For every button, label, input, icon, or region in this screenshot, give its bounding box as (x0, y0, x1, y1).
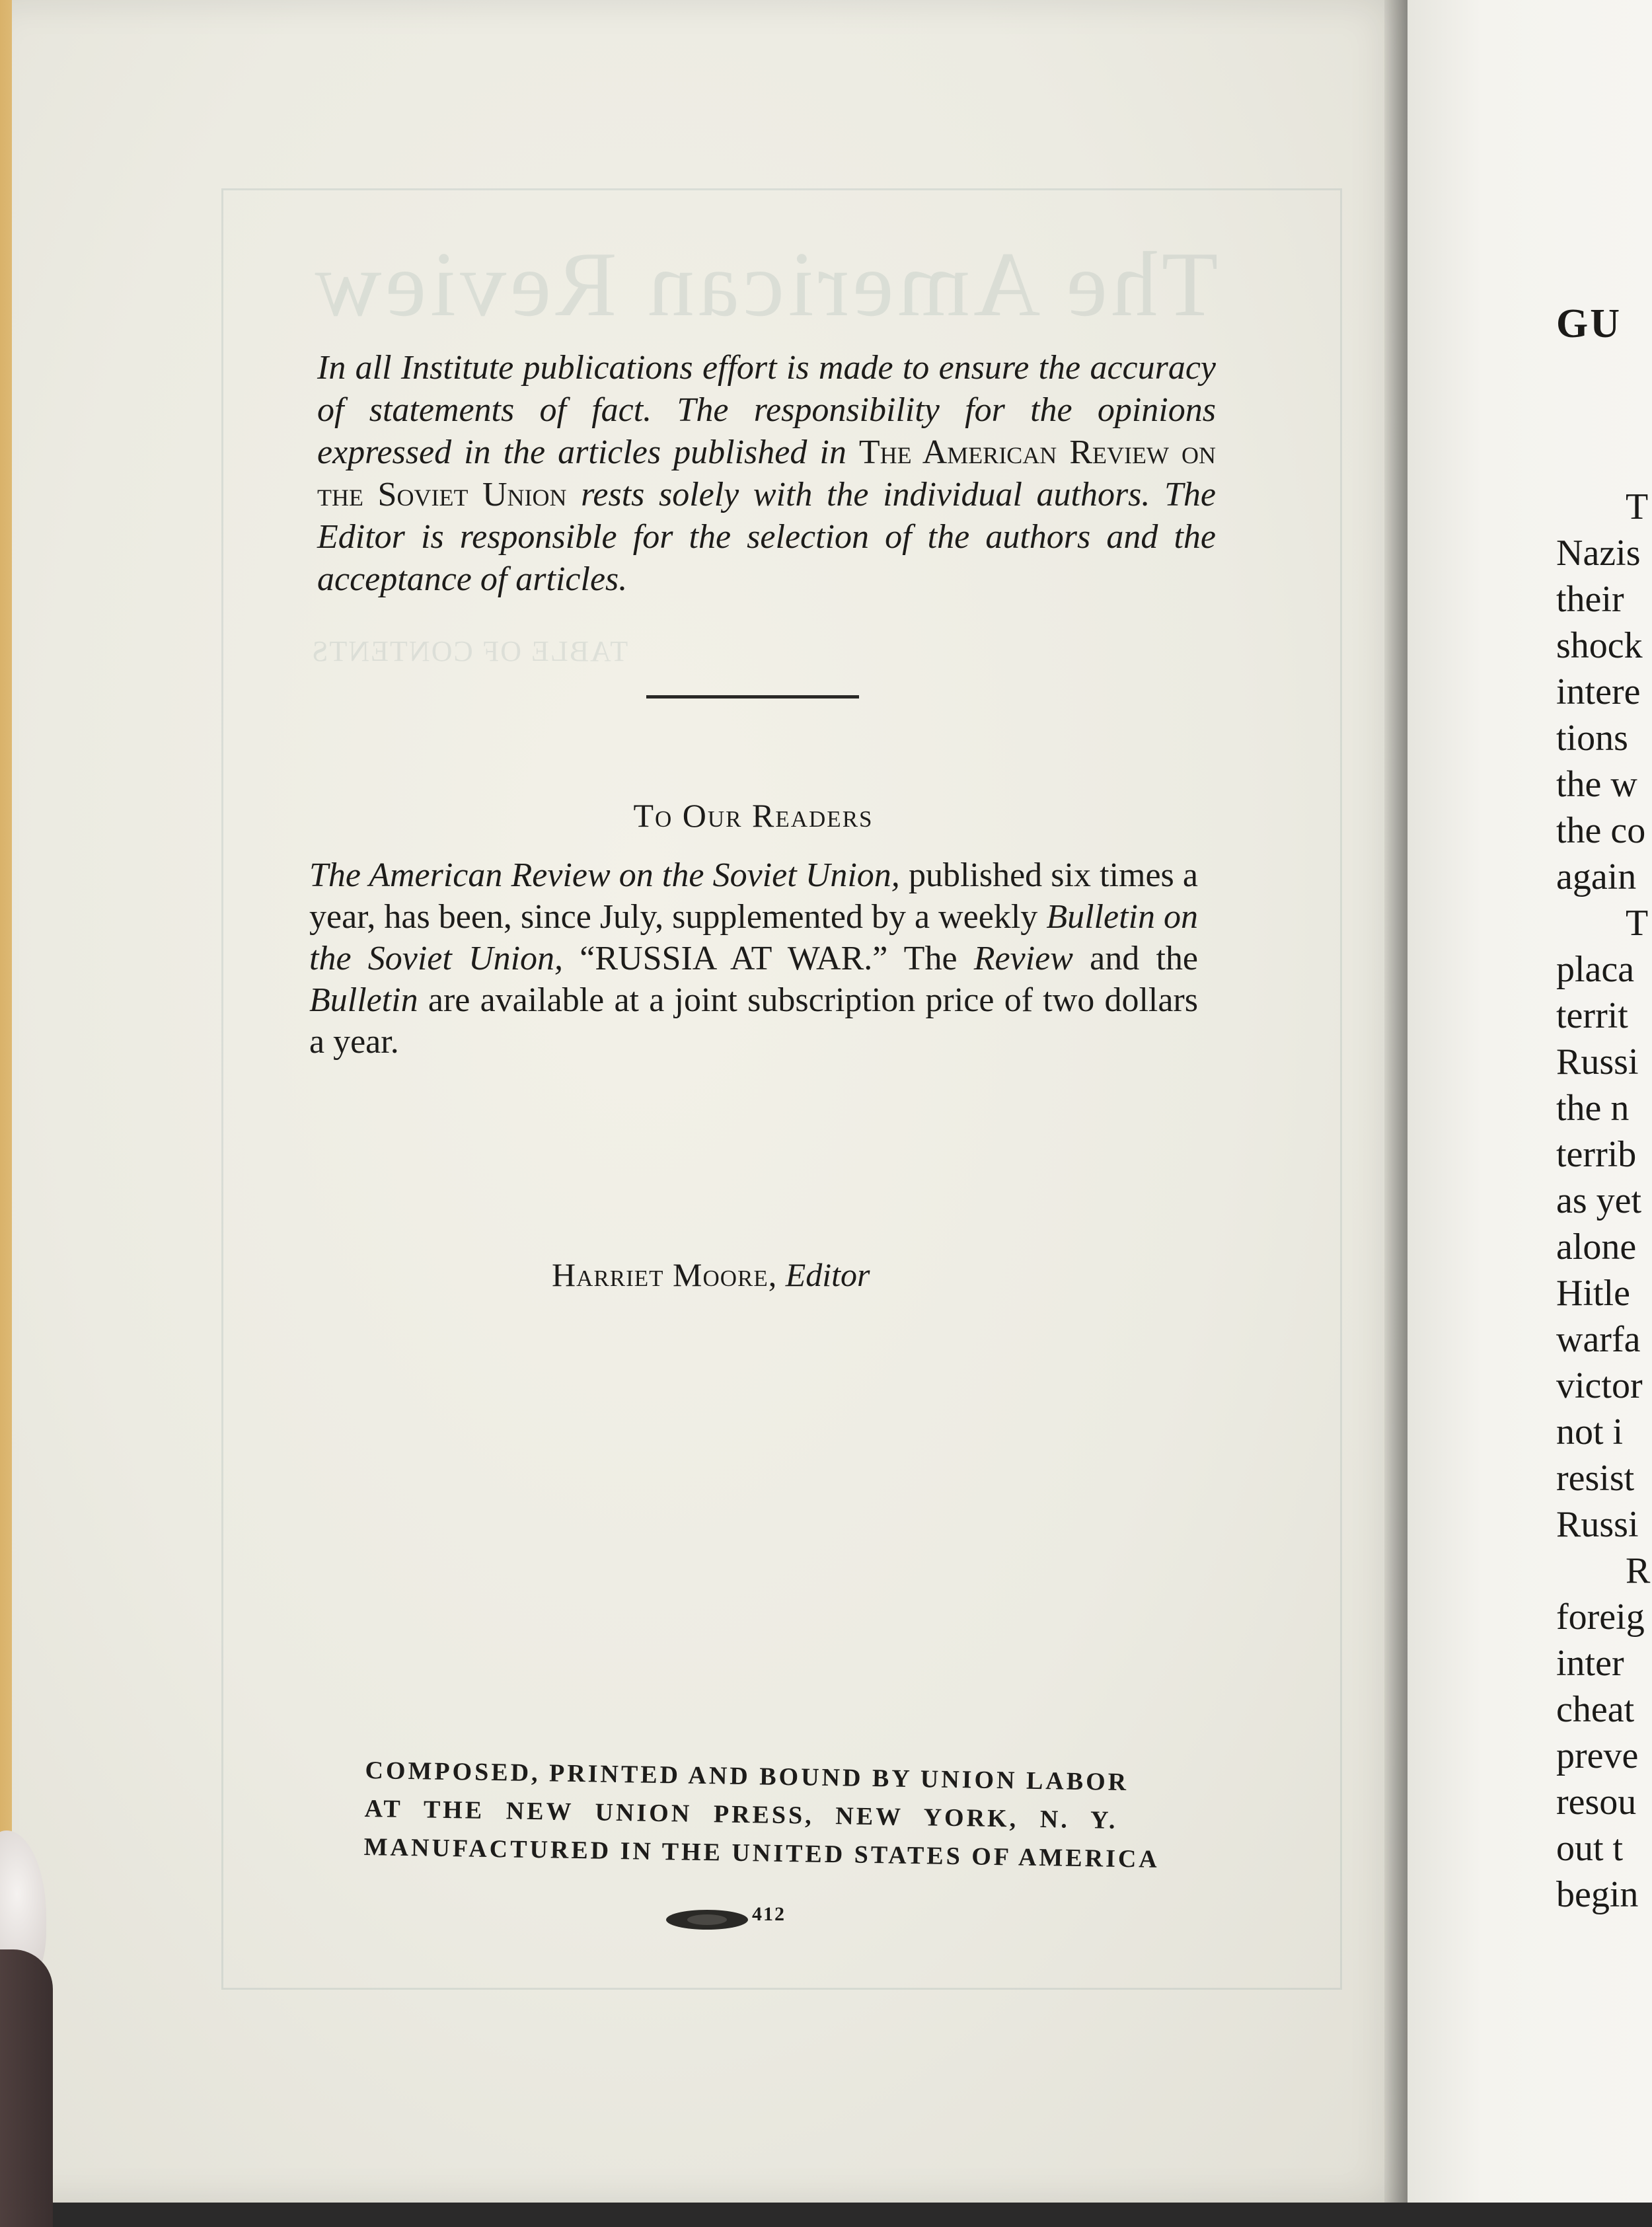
right-page-line: resist (1556, 1458, 1635, 1499)
disclaimer-paragraph (317, 347, 1216, 601)
right-page-line: again (1556, 856, 1637, 897)
right-page-line: warfa (1556, 1319, 1641, 1360)
readers-heading: To Our Readers (633, 797, 874, 834)
show-through-title: The American Review (311, 233, 1219, 336)
right-page-line: victor (1556, 1365, 1643, 1406)
right-page-heading: GU (1556, 301, 1622, 346)
right-page-line: not i (1556, 1412, 1624, 1453)
right-page-line: terrib (1556, 1134, 1637, 1175)
readers-text-1: published six times a year, has been, since July, supplemented by a weekly (309, 856, 1198, 936)
right-page-line: begin (1556, 1874, 1639, 1915)
bulletin-word: Bulletin (309, 981, 418, 1019)
right-page-line: as yet (1556, 1180, 1642, 1221)
hand-holding-book (0, 1949, 53, 2227)
readers-text-2: “RUSSIA AT WAR.” The (563, 940, 974, 977)
right-page-line: tions (1556, 718, 1628, 759)
union-number: 412 (752, 1903, 786, 1925)
section-divider (646, 695, 859, 698)
editor-name: Harriet Moore, (552, 1256, 778, 1293)
right-page-line: Hitle (1556, 1273, 1630, 1314)
right-page-line: the w (1556, 764, 1637, 805)
right-page-line: foreig (1556, 1597, 1645, 1638)
editor-credit (552, 1256, 948, 1294)
right-page-line: intere (1556, 671, 1641, 712)
right-page-line: the n (1556, 1088, 1630, 1129)
right-page-line: preve (1556, 1735, 1639, 1776)
right-page-line: resou (1556, 1782, 1637, 1823)
right-page-line: placa (1556, 949, 1635, 990)
colophon (363, 1751, 1160, 1878)
disclaimer-text-1: In all Institute publications effort is made to ensure the accuracy of statements of fact. The responsibility for the opinions expressed in the articles published in (317, 349, 1216, 471)
right-page-line: their (1556, 579, 1624, 620)
right-page-line: T (1626, 903, 1649, 944)
readers-paragraph (309, 854, 1198, 1063)
right-page-line: Nazis (1556, 533, 1641, 574)
show-through-line: TABLE OF CONTENTS (311, 635, 628, 667)
right-page-line: T (1626, 486, 1649, 527)
readers-text-4: are available at a joint subscription price of two dollars a year. (309, 981, 1198, 1061)
right-page-line: cheat (1556, 1689, 1635, 1730)
right-page-line: Russi (1556, 1041, 1639, 1082)
right-page-line: inter (1556, 1643, 1624, 1684)
right-page-line: territ (1556, 995, 1628, 1036)
colophon-line-2: AT THE NEW UNION PRESS, NEW YORK, N. Y. (364, 1794, 1118, 1834)
colophon-line-1: COMPOSED, PRINTED AND BOUND BY UNION LABOR (365, 1756, 1129, 1797)
disclaimer-text-2: rests solely with the individual authors. The Editor is responsible for the selection of the authors and the acceptance of articles. (317, 476, 1216, 598)
right-page-line: Russi (1556, 1504, 1639, 1545)
right-page-line: the co (1556, 810, 1646, 851)
bulletin-title: Bulletin on the Soviet Union, (309, 898, 1198, 977)
right-page-line: shock (1556, 625, 1643, 666)
disclaimer-publication-name: The American Review on the Soviet Union (317, 434, 1216, 513)
colophon-line-3: MANUFACTURED IN THE UNITED STATES OF AMERICA (363, 1832, 1160, 1873)
union-label-bug-icon (664, 1906, 753, 1933)
right-page-line: alone (1556, 1227, 1637, 1267)
editor-role: Editor (785, 1256, 870, 1293)
right-page-line: R (1626, 1550, 1651, 1591)
readers-text-3: and the (1072, 940, 1198, 977)
right-page-line: out t (1556, 1828, 1624, 1869)
review-word: Review (973, 940, 1073, 977)
review-title: The American Review on the Soviet Union, (309, 856, 900, 894)
